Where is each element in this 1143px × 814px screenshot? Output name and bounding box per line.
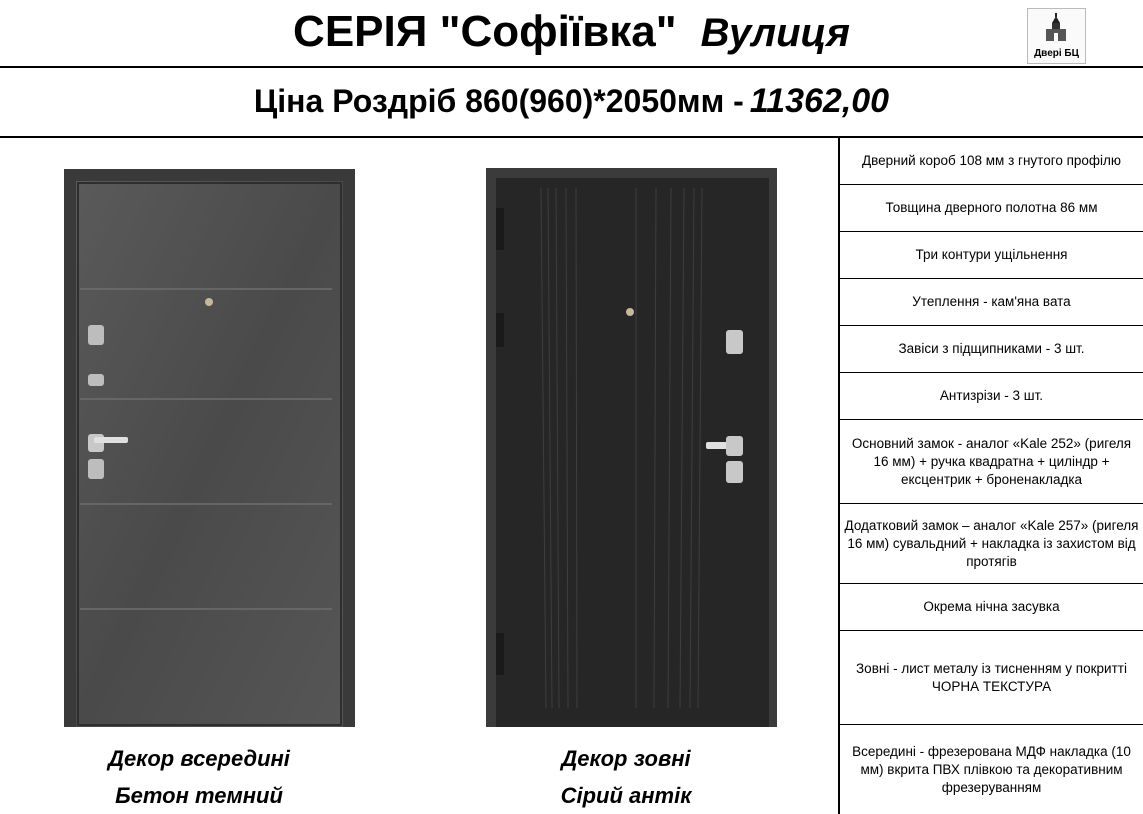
spec-row: Товщина дверного полотна 86 мм — [840, 185, 1143, 232]
spec-row: Утеплення - кам'яна вата — [840, 279, 1143, 326]
page-title — [0, 6, 1143, 59]
spec-row: Основний замок - аналог «Kale 252» (ригеля 16 мм) + ручка квадратна + циліндр + ексцентрик + броненакладка — [840, 420, 1143, 504]
spec-row: Завіси з підщипниками - 3 шт. — [840, 326, 1143, 373]
header-divider — [0, 66, 1143, 68]
door-outside-image — [486, 168, 777, 727]
price-line — [0, 80, 1143, 122]
caption-outside-title: Декор зовні — [561, 746, 691, 771]
spec-row: Антизрізи - 3 шт. — [840, 373, 1143, 420]
spec-table — [840, 138, 1143, 814]
spec-row: Додатковий замок – аналог «Kale 257» (ригеля 16 мм) сувальдний + накладка із захистом від протягів — [840, 504, 1143, 584]
price-value: 11362,00 — [749, 82, 890, 120]
series-title: СЕРІЯ "Софіївка" — [293, 7, 677, 56]
logo-text: Двері БЦ — [1034, 48, 1079, 59]
spec-row: Три контури ущільнення — [840, 232, 1143, 279]
spec-row: Окрема нічна засувка — [840, 584, 1143, 631]
spec-row: Дверний короб 108 мм з гнутого профілю — [840, 138, 1143, 185]
caption-inside-title: Декор всередині — [108, 746, 290, 771]
header — [0, 0, 1143, 66]
price-label: Ціна Роздріб 860(960)*2050мм - — [253, 83, 744, 119]
series-subtitle: Вулиця — [700, 11, 850, 55]
spec-row: Всередині - фрезерована МДФ накладка (10 мм) вкрита ПВХ плівкою та декоративним фрезеруванням — [852, 743, 1131, 795]
brand-logo — [1027, 8, 1086, 64]
spec-row: Зовні - лист металу із тисненням у покритті ЧОРНА ТЕКСТУРА — [840, 631, 1143, 725]
caption-inside-finish: Бетон темний — [115, 783, 283, 808]
door-inside-image — [64, 169, 355, 727]
church-icon — [1043, 13, 1069, 43]
caption-outside-finish: Сірий антік — [560, 783, 692, 808]
